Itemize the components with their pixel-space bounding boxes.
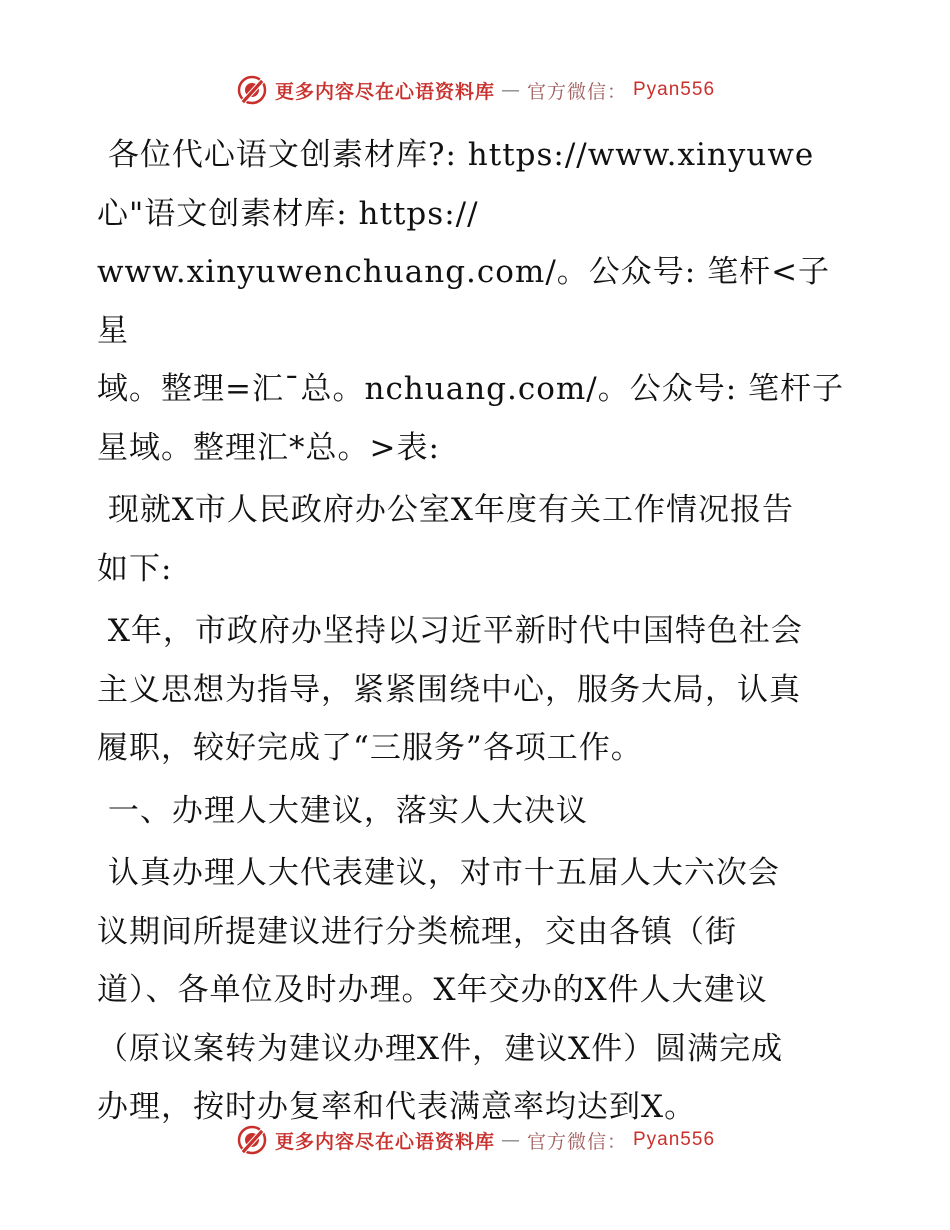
paragraph-details xyxy=(97,844,857,1137)
footer-banner-inner xyxy=(235,1123,715,1157)
paragraph-intro xyxy=(97,126,857,477)
header-banner-inner xyxy=(235,73,715,107)
text-line: 议期间所提建议进行分类梳理，交由各镇（街 xyxy=(97,913,737,950)
text-line: 星域。整理汇*总。>表: xyxy=(97,429,440,466)
footer-banner-dash: — xyxy=(500,1129,521,1151)
text-line: （原议案转为建议办理X件，建议X件）圆满完成 xyxy=(97,1030,784,1067)
text-line: 办理，按时办复率和代表满意率均达到X。 xyxy=(97,1089,697,1125)
text-line: 履职，较好完成了“三服务”各项工作。 xyxy=(97,730,643,766)
text-line: 域。整理=汇¯总。nchuang.com/。公众号: 笔杆子 xyxy=(97,371,845,407)
text-line: 现就X市人民政府办公室X年度有关工作情况报告 xyxy=(97,492,794,528)
text-line: 如下: xyxy=(97,550,173,587)
text-line: www.xinyuwenchuang.com/。公众号: 笔杆<子星 xyxy=(97,254,831,349)
heading-line: 一、办理人大建议，落实人大决议 xyxy=(97,792,588,829)
header-banner-dash: — xyxy=(500,79,521,101)
text-line: 道）、各单位及时办理。X年交办的X件人大建议 xyxy=(97,972,768,1008)
footer-wechat-label: 官方微信： xyxy=(526,1130,627,1153)
pen-logo-icon xyxy=(235,1123,269,1157)
text-line: X年，市政府办坚持以习近平新时代中国特色社会 xyxy=(97,613,803,649)
text-line: 各位代心语文创素材库?: https://www.xinyuwe xyxy=(97,137,815,173)
pen-logo-icon xyxy=(235,73,269,107)
header-wechat-id: Pyan556 xyxy=(633,79,716,100)
header-wechat-label: 官方微信： xyxy=(526,80,627,103)
section-heading xyxy=(97,782,857,841)
footer-wechat-id: Pyan556 xyxy=(633,1129,716,1150)
header-banner-text: 更多内容尽在心语资料库 xyxy=(274,80,495,103)
footer-banner xyxy=(0,1120,950,1160)
paragraph-summary xyxy=(97,602,857,778)
text-line: 心"语文创素材库: https:// xyxy=(97,195,479,232)
paragraph-report xyxy=(97,481,857,598)
text-line: 认真办理人大代表建议，对市十五届人大六次会 xyxy=(97,855,780,891)
header-banner xyxy=(0,70,950,110)
footer-banner-text: 更多内容尽在心语资料库 xyxy=(274,1130,495,1153)
text-line: 主义思想为指导，紧紧围绕中心，服务大局，认真 xyxy=(97,671,801,708)
document-body xyxy=(97,126,857,1137)
